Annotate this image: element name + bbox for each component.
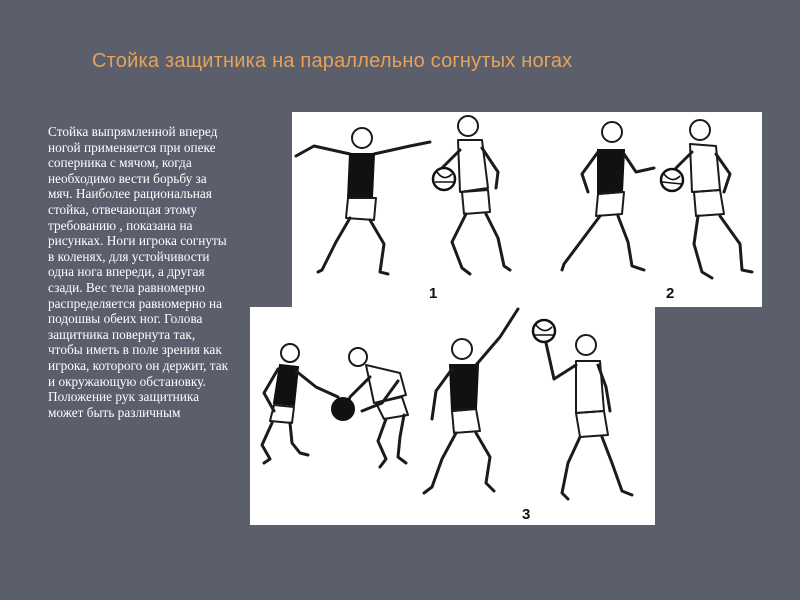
- figure-number-2: 2: [666, 285, 675, 302]
- illustration-bottom: [250, 307, 655, 525]
- illustration-top: [292, 112, 762, 307]
- figure-2-attacker: [661, 120, 752, 278]
- figure-1-defender: [296, 128, 430, 274]
- figure-number-3: 3: [522, 506, 531, 523]
- figure-1-attacker: [433, 116, 510, 274]
- figure-number-1: 1: [429, 285, 438, 302]
- figure-3-right-defender: [424, 309, 518, 493]
- figure-3-left-attacker: [332, 348, 408, 467]
- figure-2-defender: [562, 122, 654, 270]
- figure-3-left-defender: [262, 344, 338, 463]
- figure-3-right-attacker: [533, 320, 632, 499]
- body-text: Стойка выпрямленной вперед ногой применяется при опеке соперника с мячом, когда необходимо вести борьбу за мяч. Наиболее рациональная стойка, отвечающая этому требованию , показана на рисунках. Ноги игрока согнуты в коленях, для устойчивости одна нога впереди, а другая сзади. Вес тела равномерно распределяется равномерно на подошвы обеих ног. Голова защитника повернута так, чтобы иметь в поле зрения как игрока, которого он держит, так и окружающую обстановку. Положение рук защитника может быть различным: [48, 124, 229, 420]
- slide-title: Стойка защитника на параллельно согнутых ногах: [92, 50, 573, 72]
